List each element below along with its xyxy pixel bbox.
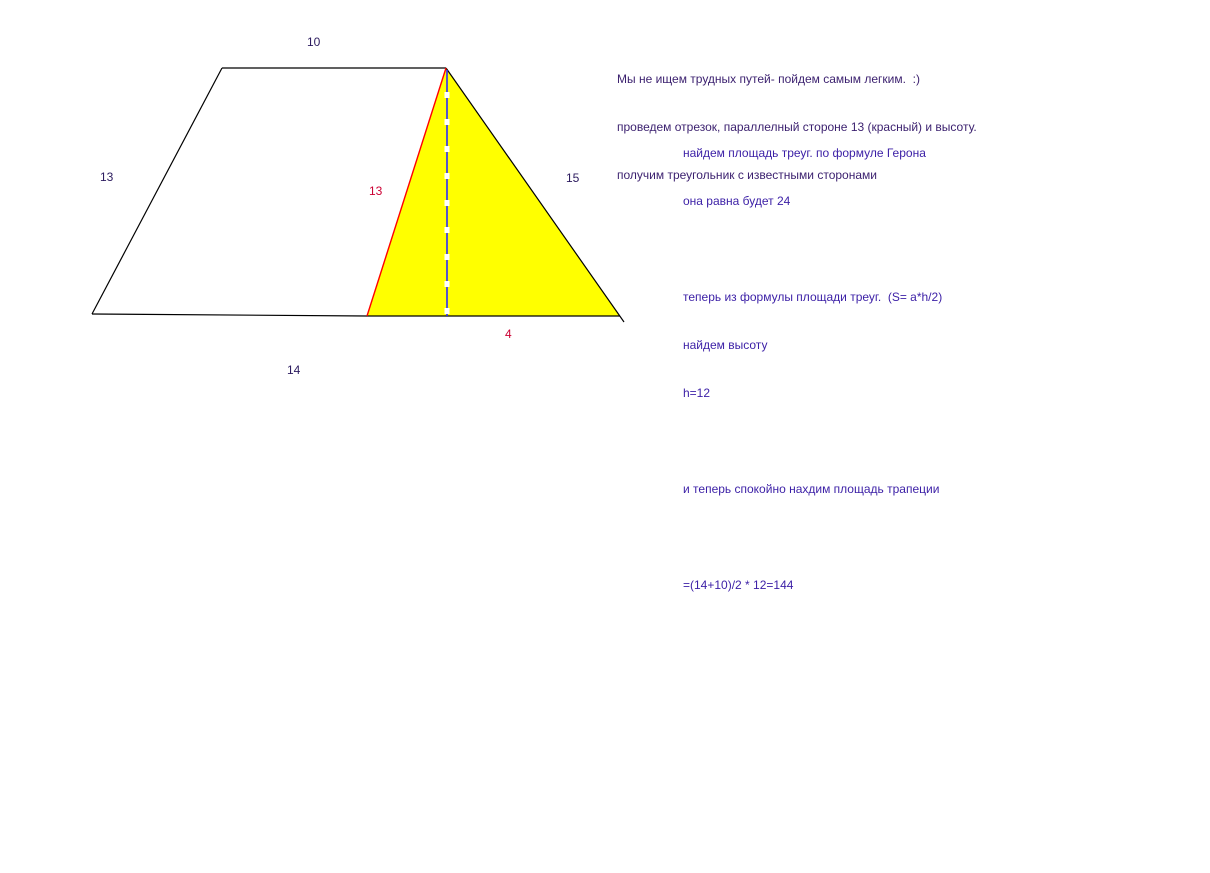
step-line: =(14+10)/2 * 12=144 <box>683 578 794 592</box>
label-red-segment: 13 <box>369 184 383 198</box>
step-line <box>683 241 942 257</box>
step-line: h=12 <box>683 386 711 400</box>
intro-line: проведем отрезок, параллелный стороне 13 (красный) и высоту. <box>617 120 977 134</box>
step-line: теперь из формулы площади треуг. (S= a*h/2) <box>683 290 943 304</box>
intro-line: получим треугольник с известными сторонами <box>617 168 877 182</box>
step-line <box>683 529 942 545</box>
step-line: и теперь спокойно нахдим площадь трапеции <box>683 482 940 496</box>
label-left-side: 13 <box>100 170 114 184</box>
bottom-base-line-left <box>92 314 367 316</box>
label-top-base: 10 <box>307 35 321 49</box>
step-line: найдем площадь треуг. по формуле Герона <box>683 146 926 160</box>
step-line <box>683 433 942 449</box>
label-small-base: 4 <box>505 327 512 341</box>
label-bottom-base: 14 <box>287 363 301 377</box>
yellow-triangle <box>367 68 620 316</box>
left-side-line <box>92 68 222 314</box>
intro-line: Мы не ищем трудных путей- пойдем самым легким. :) <box>617 72 920 86</box>
label-right-side: 15 <box>566 171 580 185</box>
step-line: найдем высоту <box>683 338 768 352</box>
solution-steps <box>683 113 942 609</box>
step-line: она равна будет 24 <box>683 194 791 208</box>
